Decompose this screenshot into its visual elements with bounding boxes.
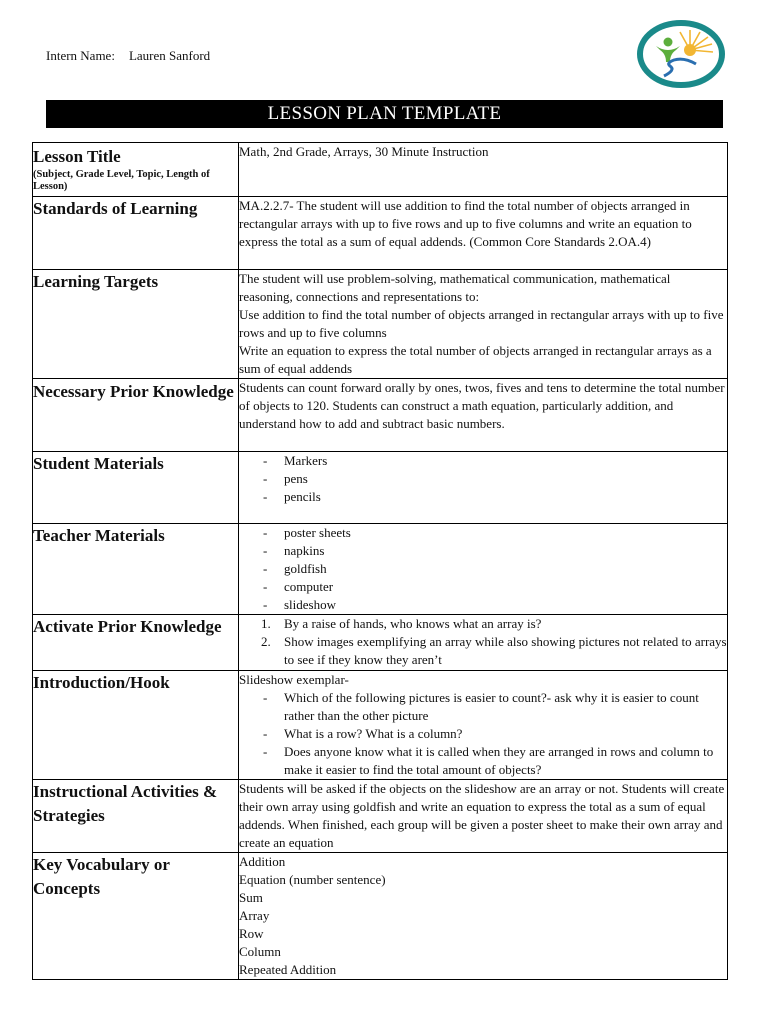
label-teacher-materials: Teacher Materials: [33, 524, 239, 615]
vocab-item: Repeated Addition: [239, 962, 337, 977]
vocab-item: Equation (number sentence): [239, 872, 386, 887]
row-activate-prior: [33, 615, 728, 671]
label-prior-knowledge: Necessary Prior Knowledge: [33, 379, 239, 452]
label-lesson-title-sub: (Subject, Grade Level, Topic, Length of Lesson): [33, 169, 210, 192]
vocab-item: Addition: [239, 854, 286, 869]
list-item: [239, 615, 727, 633]
row-key-vocabulary: [33, 853, 728, 980]
page-title: LESSON PLAN TEMPLATE: [46, 100, 723, 128]
list-item: - slideshow: [239, 596, 727, 614]
row-standards: [33, 197, 728, 270]
intro-list: [239, 689, 727, 779]
activate-list: [239, 615, 727, 669]
intern-name-line: [46, 48, 210, 64]
list-item: - pens: [239, 470, 727, 488]
vocab-item: Column: [239, 944, 281, 959]
list-item: - pencils: [239, 488, 727, 506]
list-text: Show images exemplifying an array while also showing pictures not related to arrays to see if they know they aren’t: [284, 634, 727, 667]
list-item: - napkins: [239, 542, 727, 560]
intern-name-value: Lauren Sanford: [128, 48, 211, 63]
content-instructional: Students will be asked if the objects on the slideshow are an array or not. Students will create their own array using goldfish and write an equation to express the total as a sum of equal addends. When finished, each group will be given a poster sheet to make their own array and create an equation: [239, 780, 728, 853]
list-item: - goldfish: [239, 560, 727, 578]
content-student-materials: [239, 452, 728, 524]
row-instructional: [33, 780, 728, 853]
content-key-vocabulary: [239, 853, 728, 980]
list-number: 2.: [261, 634, 271, 649]
label-key-vocabulary: Key Vocabulary or Concepts: [33, 853, 239, 980]
label-lesson-title-text: Lesson Title: [33, 147, 121, 166]
label-instructional: Instructional Activities & Strategies: [33, 780, 239, 853]
content-introduction-hook: [239, 671, 728, 780]
list-item: - poster sheets: [239, 524, 727, 542]
row-lesson-title: [33, 143, 728, 197]
teacher-materials-list: [239, 524, 727, 614]
content-teacher-materials: [239, 524, 728, 615]
list-item: [239, 633, 727, 669]
content-lesson-title: Math, 2nd Grade, Arrays, 30 Minute Instruction: [239, 143, 728, 197]
content-standards: MA.2.2.7- The student will use addition to find the total number of objects arranged in rectangular arrays with up to five rows and up to five columns and write an equation to express the total as a sum of equal addends. (Common Core Standards 2.OA.4): [239, 197, 728, 270]
row-introduction-hook: [33, 671, 728, 780]
row-teacher-materials: [33, 524, 728, 615]
label-standards: Standards of Learning: [33, 197, 239, 270]
intro-lead: Slideshow exemplar-: [239, 672, 349, 687]
label-lesson-title: [33, 143, 239, 197]
targets-line: Use addition to find the total number of objects arranged in rectangular arrays with up to five rows and up to five columns: [239, 307, 724, 340]
list-item: - Does anyone know what it is called when they are arranged in rows and column to make it easier to find the total amount of objects?: [239, 743, 727, 779]
targets-line: Write an equation to express the total number of objects arranged in rectangular arrays as a sum of equal addends: [239, 343, 712, 376]
list-number: 1.: [261, 616, 271, 631]
list-item: - What is a row? What is a column?: [239, 725, 727, 743]
label-learning-targets: Learning Targets: [33, 270, 239, 379]
student-materials-list: [239, 452, 727, 506]
label-introduction-hook: Introduction/Hook: [33, 671, 239, 780]
intern-name-label: Intern Name:: [46, 48, 115, 63]
vocab-item: Row: [239, 926, 264, 941]
content-activate-prior: [239, 615, 728, 671]
label-activate-prior: Activate Prior Knowledge: [33, 615, 239, 671]
row-prior-knowledge: [33, 379, 728, 452]
vocab-item: Sum: [239, 890, 263, 905]
content-prior-knowledge: Students can count forward orally by ones, twos, fives and tens to determine the total number of objects to 120. Students can construct a math equation, particularly addition, and understand how to add and subtract basic numbers.: [239, 379, 728, 452]
list-text: By a raise of hands, who knows what an array is?: [284, 616, 542, 631]
content-learning-targets: [239, 270, 728, 379]
figure-with-sun-logo-icon: [636, 20, 726, 88]
targets-line: The student will use problem-solving, mathematical communication, mathematical reasoning, connections and representations to:: [239, 271, 671, 304]
lesson-plan-table: [32, 142, 728, 980]
vocab-item: Array: [239, 908, 270, 923]
list-item: - Markers: [239, 452, 727, 470]
list-item: - Which of the following pictures is easier to count?- ask why it is easier to count rather than the other picture: [239, 689, 727, 725]
row-student-materials: [33, 452, 728, 524]
label-student-materials: Student Materials: [33, 452, 239, 524]
row-learning-targets: [33, 270, 728, 379]
list-item: - computer: [239, 578, 727, 596]
